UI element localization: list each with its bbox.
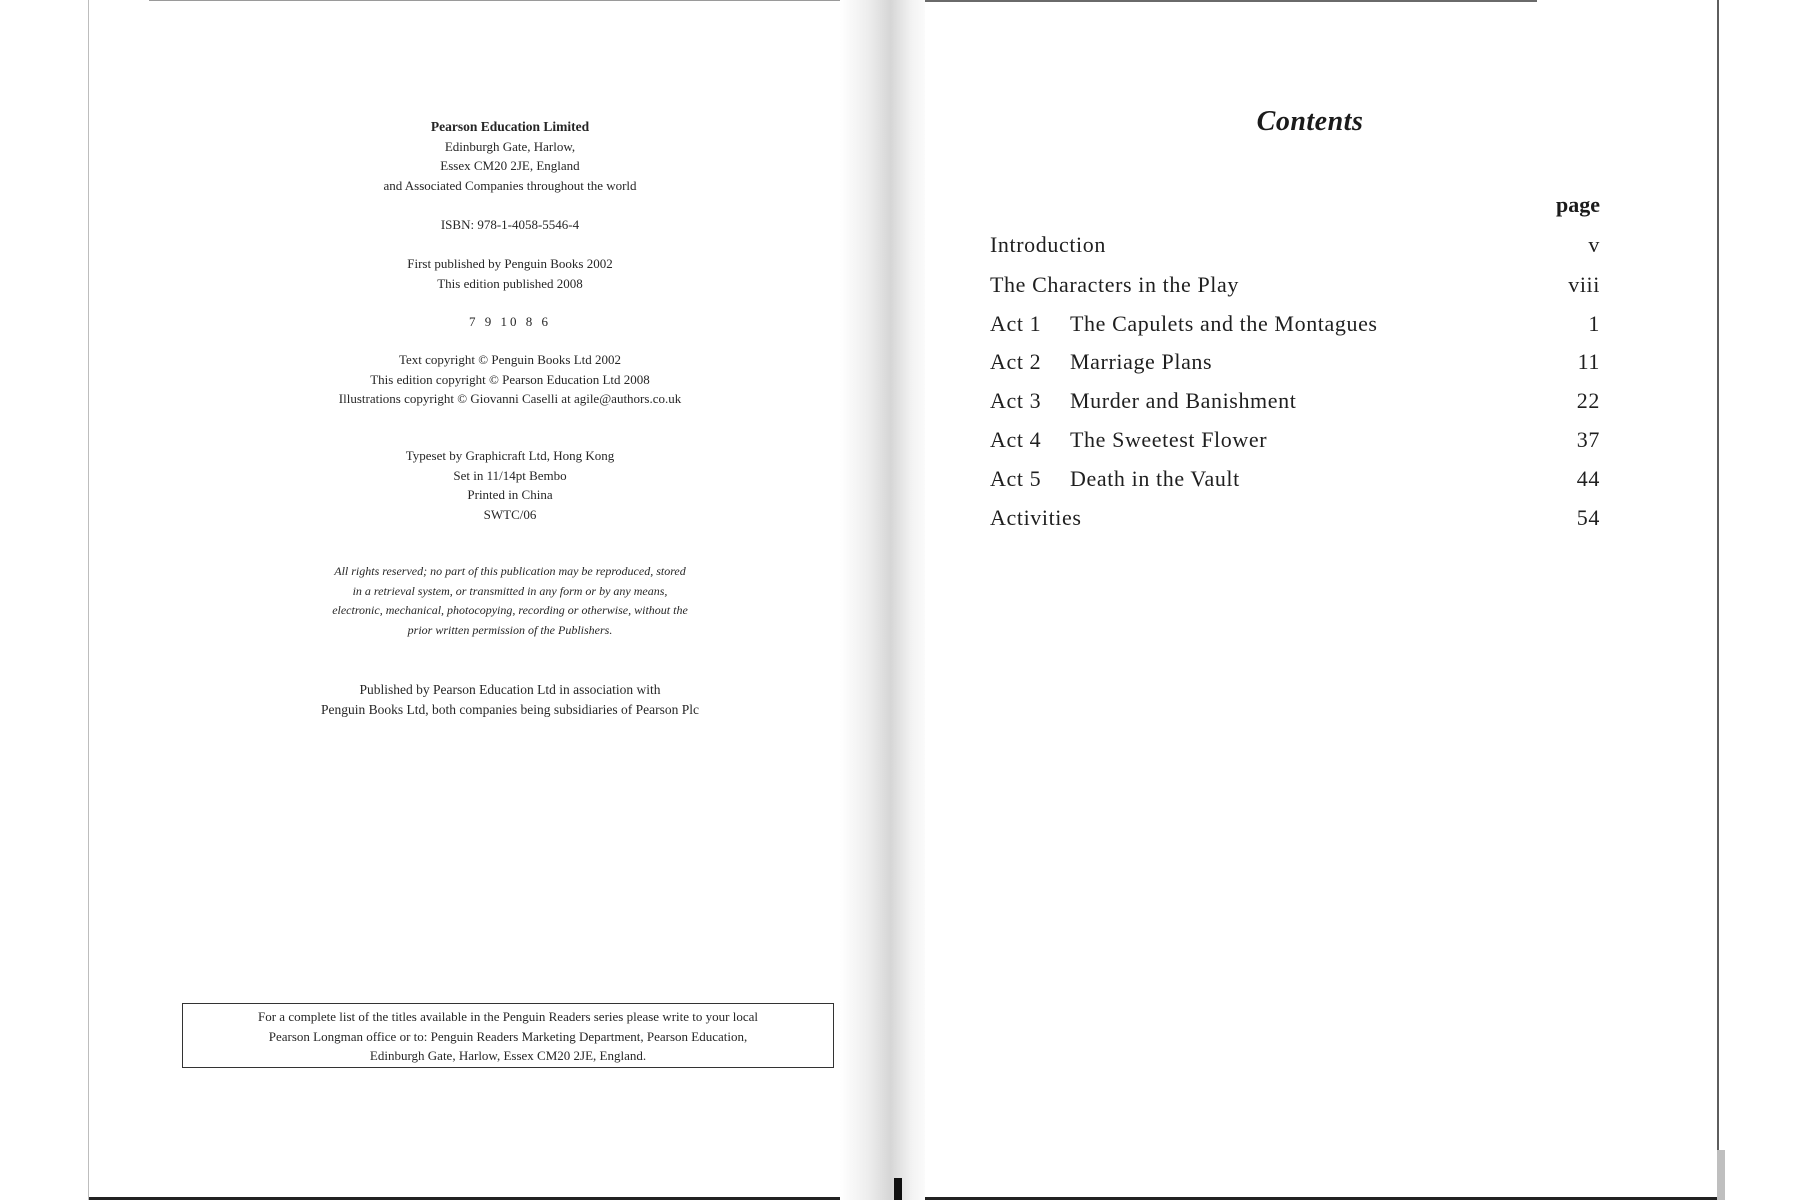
isbn: ISBN: 978-1-4058-5546-4 [440, 217, 580, 232]
toc-entry-act-5 [990, 466, 1600, 500]
toc-entry-title: The Sweetest Flower [1070, 427, 1268, 452]
toc-entry-act: Act 3 [990, 388, 1042, 413]
copyright-line: This edition copyright © Pearson Education Ltd 2008 [370, 371, 650, 387]
copyright-block [240, 350, 780, 409]
page-column-heading: page [1556, 192, 1600, 217]
toc-entry-title: Introduction [990, 232, 1106, 257]
toc-entry-act-4 [990, 427, 1600, 461]
page-title: Contents [1256, 106, 1364, 137]
toc-entry-page: 44 [1576, 466, 1600, 491]
toc-entry-title: Death in the Vault [1070, 466, 1240, 491]
toc-entry-act: Act 5 [990, 466, 1042, 491]
production-block [240, 446, 780, 524]
notice-line: Pearson Longman office or to: Penguin Readers Marketing Department, Pearson Education, [268, 1028, 748, 1044]
toc-entry-activities [990, 505, 1600, 539]
rights-notice [240, 562, 780, 640]
copyright-line: Illustrations copyright © Giovanni Caselli at agile@authors.co.uk [338, 391, 682, 406]
toc-entry-act: Act 1 [990, 311, 1042, 336]
toc-entry-act-3 [990, 388, 1600, 422]
rights-line: in a retrieval system, or transmitted in any form or by any means, [352, 583, 668, 598]
publisher-name: Pearson Education Limited [430, 119, 590, 134]
print-line: 7 9 10 8 6 [469, 314, 551, 329]
publisher-address-line: Edinburgh Gate, Harlow, [444, 138, 576, 154]
rights-line: electronic, mechanical, photocopying, recording or otherwise, without the [332, 603, 688, 617]
toc-entry-title: The Capulets and the Montagues [1070, 311, 1378, 336]
toc-entry-act: Act 2 [990, 349, 1042, 374]
toc-entry-title: The Characters in the Play [990, 272, 1239, 297]
production-line: Typeset by Graphicraft Ltd, Hong Kong [405, 448, 615, 463]
series-notice-box [182, 1003, 834, 1068]
toc-entry-page: 11 [1577, 349, 1600, 374]
production-line: SWTC/06 [483, 506, 537, 522]
toc-entry-act-2 [990, 349, 1600, 383]
print-line-block [240, 312, 780, 332]
contents-page [925, 0, 1719, 1200]
toc-entry-page: 37 [1576, 427, 1600, 452]
notice-line: Edinburgh Gate, Harlow, Essex CM20 2JE, England. [369, 1048, 647, 1063]
toc-entry-page: 54 [1576, 505, 1600, 530]
publisher-address-line: and Associated Companies throughout the world [383, 177, 637, 193]
production-line: Set in 11/14pt Bembo [453, 467, 567, 483]
association-notice [240, 680, 780, 720]
rights-line: prior written permission of the Publishers. [407, 622, 613, 637]
toc-entry-page: viii [1568, 272, 1600, 297]
toc-entry-title: Marriage Plans [1070, 349, 1213, 374]
toc-entry-title: Murder and Banishment [1070, 388, 1297, 413]
association-line: Penguin Books Ltd, both companies being subsidiaries of Pearson Plc [321, 702, 699, 717]
toc-entry-act-1 [990, 311, 1600, 345]
publisher-block [240, 117, 780, 195]
history-line: First published by Penguin Books 2002 [407, 256, 613, 271]
toc-entry-page: v [1588, 232, 1600, 257]
publisher-address-line: Essex CM20 2JE, England [440, 158, 580, 173]
production-line: Printed in China [467, 487, 553, 502]
history-line: This edition published 2008 [437, 275, 583, 291]
toc-entry-characters [990, 272, 1600, 306]
copyright-line: Text copyright © Penguin Books Ltd 2002 [398, 352, 621, 367]
toc-entry-title: Activities [990, 505, 1082, 530]
isbn-block [240, 215, 780, 235]
rights-line: All rights reserved; no part of this publication may be reproduced, stored [334, 564, 686, 578]
toc-entry-page: 22 [1576, 388, 1600, 413]
notice-line: For a complete list of the titles available in the Penguin Readers series please write to your local [258, 1009, 758, 1024]
page-edge [1717, 1150, 1725, 1200]
toc-entry-act: Act 4 [990, 427, 1042, 452]
book-gutter [840, 0, 932, 1200]
toc-entry-introduction [990, 232, 1600, 266]
toc-entry-page: 1 [1588, 311, 1600, 336]
gutter-mark [894, 1178, 902, 1200]
association-line: Published by Pearson Education Ltd in association with [359, 682, 661, 697]
publication-history [240, 254, 780, 293]
